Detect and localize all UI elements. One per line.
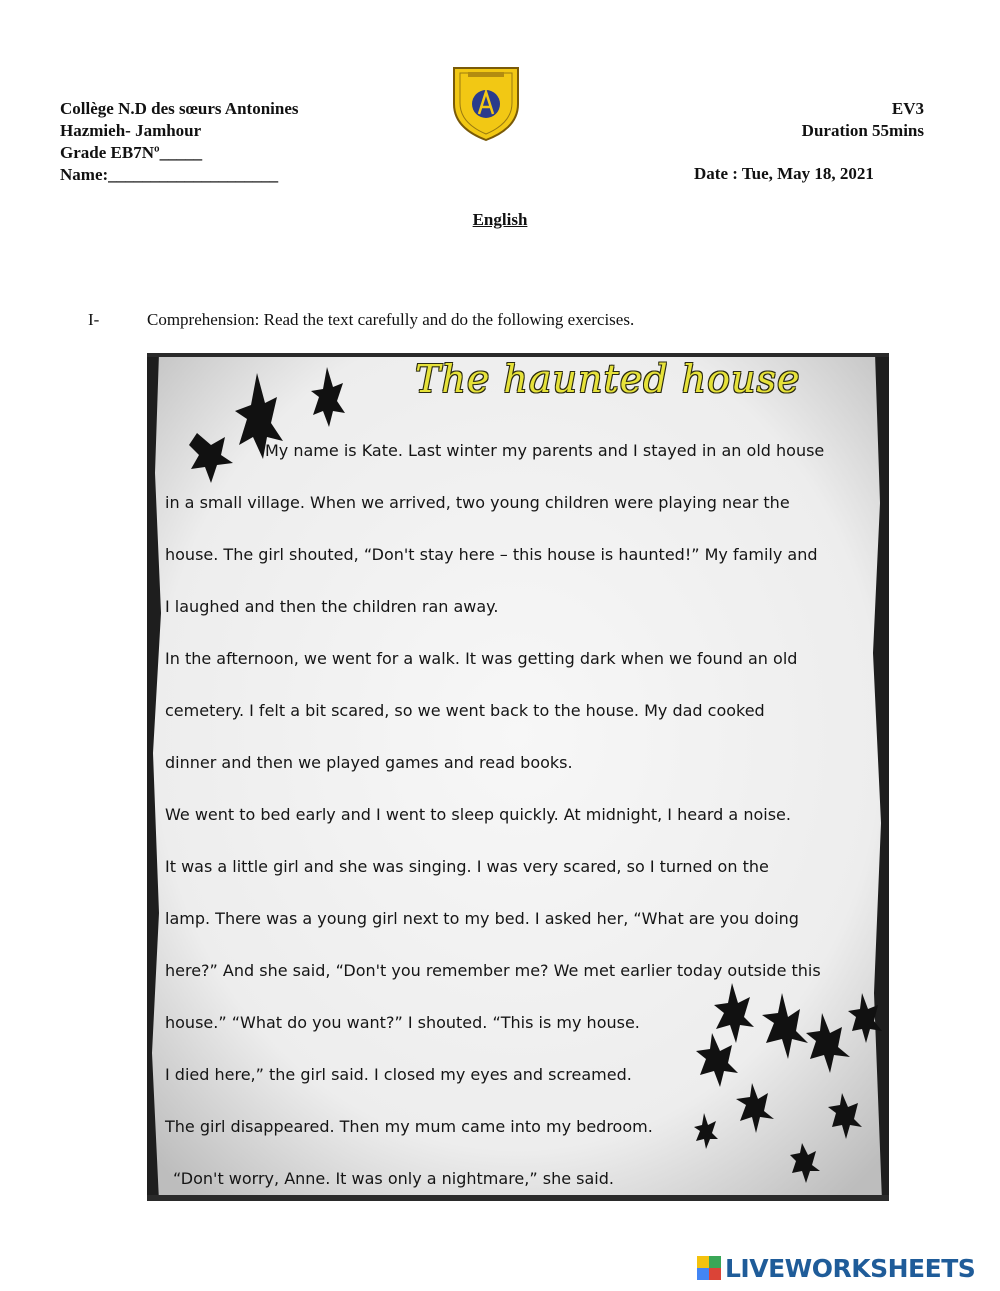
exam-duration: Duration 55mins — [801, 121, 924, 140]
story-line: cemetery. I felt a bit scared, so we went back to the house. My dad cooked — [165, 701, 765, 720]
story-line: The girl disappeared. Then my mum came into my bedroom. — [165, 1117, 653, 1136]
story-line: “Don't worry, Anne. It was only a nightmare,” she said. — [173, 1169, 614, 1188]
section-instruction: Comprehension: Read the text carefully and do the following exercises. — [147, 310, 635, 329]
story-line: I died here,” the girl said. I closed my eyes and screamed. — [165, 1065, 632, 1084]
name-field: Name:____________________ — [60, 165, 279, 184]
header-left — [60, 98, 299, 186]
exam-date: Date : Tue, May 18, 2021 — [694, 164, 874, 183]
header-right — [802, 98, 924, 142]
story-line: here?” And she said, “Don't you remember me? We met earlier today outside this — [165, 961, 821, 980]
story-line: dinner and then we played games and read books. — [165, 753, 573, 772]
school-name: Collège N.D des sœurs Antonines — [60, 99, 299, 118]
story-line: In the afternoon, we went for a walk. It was getting dark when we found an old — [165, 649, 798, 668]
story-line: lamp. There was a young girl next to my bed. I asked her, “What are you doing — [165, 909, 799, 928]
grade-field: Grade EB7Nº_____ — [60, 143, 203, 162]
story-line: We went to bed early and I went to sleep quickly. At midnight, I heard a noise. — [165, 805, 791, 824]
story-line: I laughed and then the children ran away. — [165, 597, 499, 616]
bat-icon — [187, 363, 347, 493]
liveworksheets-icon — [697, 1256, 721, 1280]
section-number: I- — [88, 310, 100, 329]
story-line: house. The girl shouted, “Don't stay here – this house is haunted!” My family and — [165, 545, 818, 564]
story-line: in a small village. When we arrived, two young children were playing near the — [165, 493, 790, 512]
story-line: My name is Kate. Last winter my parents and I stayed in an old house — [265, 441, 825, 460]
subject-title: English — [472, 210, 528, 229]
school-crest-icon — [448, 64, 524, 142]
story-line: It was a little girl and she was singing. I was very scared, so I turned on the — [165, 857, 769, 876]
bats-swarm-icon — [692, 973, 887, 1201]
story-line: house.” “What do you want?” I shouted. “This is my house. — [165, 1013, 640, 1032]
liveworksheets-brand: LIVEWORKSHEETS — [725, 1253, 976, 1283]
exam-code: EV3 — [891, 99, 924, 118]
liveworksheets-logo — [697, 1253, 975, 1283]
school-location: Hazmieh- Jamhour — [60, 121, 202, 140]
story-title: The haunted house — [415, 357, 801, 401]
story-panel — [147, 353, 889, 1201]
